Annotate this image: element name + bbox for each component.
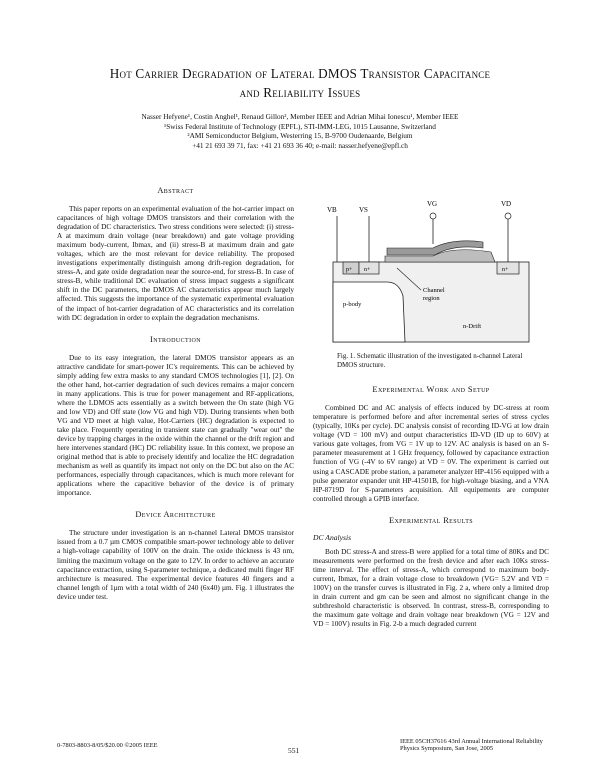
abstract-heading: Abstract [157,186,194,195]
ldmos-figure [313,186,549,348]
gate-terminal-icon [430,213,436,219]
drain-terminal-icon [505,213,511,219]
contact-line: +41 21 693 39 71, fax: +41 21 693 36 40; e-mail: nasser.hefyene@epfl.ch [192,140,408,150]
device-architecture-heading: Device Architecture [135,510,216,520]
right-column [313,186,549,629]
label-vs: VS [359,206,368,214]
footer-conference-line-2: Physics Symposium, San Jose, 2005 [400,745,494,752]
abstract-body [57,205,294,323]
experimental-results-text: Both DC stress-A and stress-B were applied for a total time of 80Ks and DC measurements were performed on the fresh device and after each 10Ks stress-time interval. The effect of stress-A, which correspond to maximum body-current, Ibmax, for a drain voltage close to breakdown (VG= 5.2V and VD = 100V) on the transfer curves is illustrated in Fig. 2 a, where only a limited drop in drain current and gm can be seen and almost no significant change in the subthreshold characteristic is observed. In contrast, stress-B, corresponding to the maximum gate voltage and drain voltage near breakdown (VG = 12V and VD = 100V) results in Fig. 2-b a much degraded current [313,547,549,629]
figure-caption: Fig. 1. Schematic illustration of the investigated n-channel Lateral DMOS structure. [337,352,523,369]
label-region: region [423,295,440,302]
device-architecture-text: The structure under investigation is an n-channel Lateral DMOS transistor issued from a 0.7 µm CMOS compatible smart-power technology able to deliver a high-voltage capability of 100V on the drain. The oxide thickness is 43 nm, limiting the maximum voltage on the gate to 12V. In order to achieve an accurate capacitance extraction, using S-parameter technique, a dedicated multi finger RF architecture is measured. The experimental device features 40 fingers and a channel length of 1µm with a total width of 240 (6x40) µm. Fig. 1 illustrates the device under test. [57,529,294,601]
page-number: 551 [288,746,300,755]
label-p-plus: p+ [346,267,353,273]
label-vd: VD [501,200,512,208]
label-channel: Channel [423,287,445,294]
dc-analysis-subheading: DC Analysis [313,532,352,542]
p-body-well [333,282,405,342]
experimental-work-body [313,404,549,504]
footer-conference [400,738,560,752]
label-n-drift: n-Drift [463,323,482,330]
introduction-body [57,354,294,499]
experimental-work-text: Combined DC and AC analysis of effects induced by DC-stress at room temperature is performed before and after incremental series of stress cycles (typically, 10Ks per cycle). DC analysis consist of recording ID-VG at low drain voltage (VD = 100 mV) and output characteristics ID-VD (ID up to 60V) at various gate voltages, from VG = 1V up to 12V. AC analysis is based on an S-parameter measurement at 1 GHz frequency, followed by capacitance extraction function of VG (-4V to 6V range) at VD = 0V. The experiment is carried out using a CASCADE probe station, a parameter analyzer HP-4156 equipped with a pulse generator expander unit HP-41501B, for high-voltage biasing, and a VNA HP-8719D for S-parameters acquisition. All equipements are computer controlled through a GPIB interface. [313,404,549,503]
label-n-plus-source: n+ [364,267,371,273]
footer-conference-line-1: IEEE 05CH37616 43rd Annual International Reliability [400,738,543,745]
introduction-text: Due to its easy integration, the lateral DMOS transistor appears as an attractive candidate for smart-power IC's requirements. This can be achieved by simply adding few extra masks to any standard CMOS technologies [1], [2]. On the other hand, hot-carrier degradation of such devices remains a major concern in many applications. This is true for power management and RF-applications, where the LDMOS acts essentially as a switch between the On state (high VG and low VD) and Off state (low VG and high VD). During transients when both VG and VD meet at high value, Hot-Carriers (HC) degradation is expected to take place. Frequently operating in transient state can gradually "wear out" the device by trapping charges in the oxide within the channel or the drift region and here intervenes standard (HC) DC reliability issue. In this context, we propose an original method that is able to precisely identify and localize the HC degradation mechanism as well as quantify its impact not only on the DC but also on the AC performances, especially through capacitances, which is much more relevant for applications where the capacitive behavior of the device is of primary importance. [57,353,294,498]
label-n-plus-drain: n+ [502,267,509,273]
author-names: Nasser Hefyene¹, Costin Anghel¹, Renaud Gillon², Member IEEE and Adrian Mihai Ionescu¹, Member IEEE [141,112,459,121]
label-vb: VB [327,206,337,214]
affiliation-2: ²AMI Semiconductor Belgium, Westerring 15, B-9700 Oudenaarde, Belgium [187,131,413,141]
device-architecture-body [57,529,294,601]
experimental-results-heading: Experimental Results [388,515,474,525]
experimental-results-body [313,548,549,629]
footer-copyright: 0-7803-8803-8/05/$20.00 ©2005 IEEE [57,742,158,749]
title-line-1: Hot Carrier Degradation of Lateral DMOS Transistor Capacitance [109,66,491,81]
abstract-text: This paper reports on an experimental evaluation of the hot-carrier impact on capacitances of high voltage DMOS transistors and their correlation with the degradation of DC characteristics. Two stress conditions were selected: (i) stress-A at maximum drain voltage (near breakdown) and gate voltage providing maximum body-current, Ibmax, and (ii) stress-B at maximum drain and gate voltages, which are the most relevant for device reliability. The proposed investigations experimentally distinguish among drift-region degradation, for stress-A, and gate oxide degradation near the source-end, for stress-B. In case of stress-B, while traditional DC evaluation of stress impact suggests a significant shift in the DC parameters, the DMOS AC characteristics appear much largely affected. This suggests the importance of the systematic experimental evaluation of the impact of hot-carrier degradation of AC characteristics and its correlation with DC degradation in order to explain the degradation mechanisms. [57,205,294,322]
paper-title [40,64,560,102]
left-column [57,186,294,602]
author-block [60,112,540,150]
introduction-heading: Introduction [150,334,201,344]
experimental-work-heading: Experimental Work and Setup [372,385,490,395]
label-vg: VG [427,200,438,208]
label-p-body: p-body [343,301,362,308]
affiliation-1: ¹Swiss Federal Institute of Technology (EPFL), STI-IMM-LEG, 1015 Lausanne, Switzerland [164,121,436,131]
title-line-2: and Reliability Issues [239,85,361,100]
